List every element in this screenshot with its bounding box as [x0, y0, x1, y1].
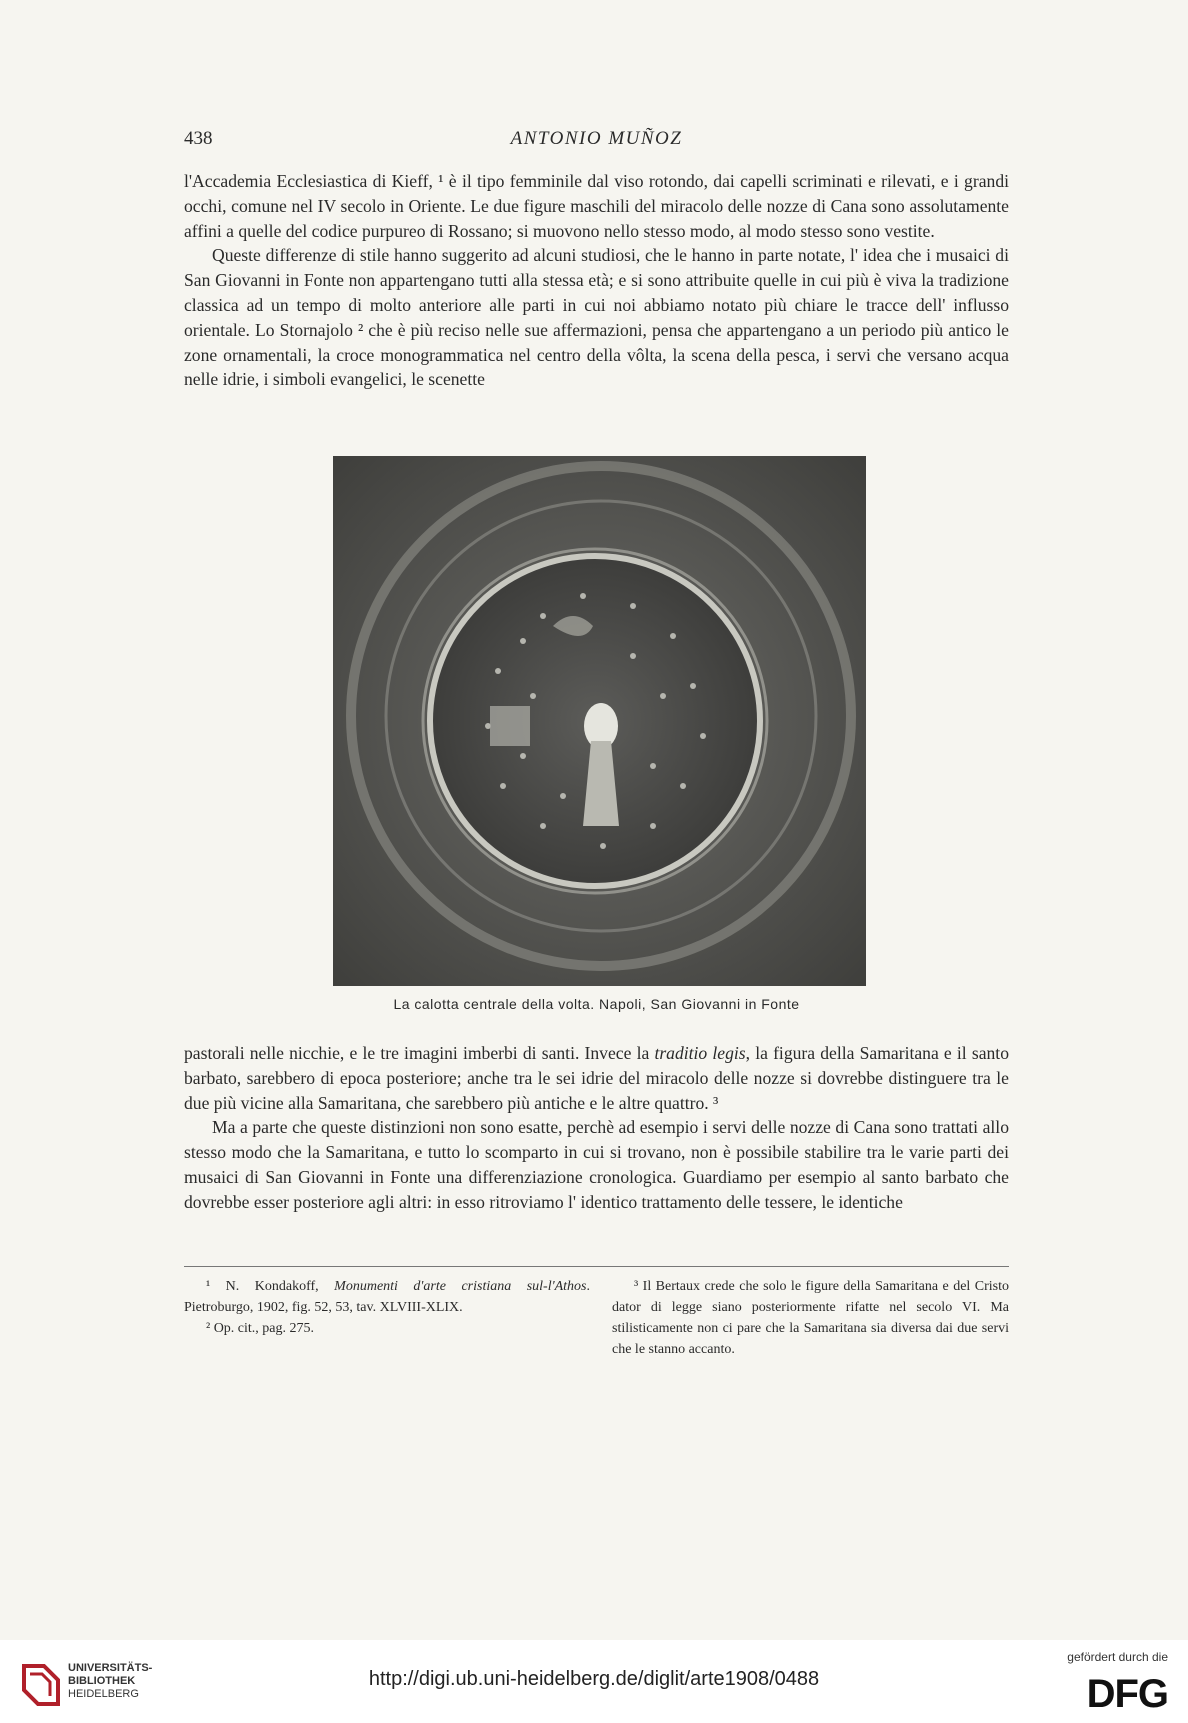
library-name-line: HEIDELBERG [68, 1688, 139, 1700]
footnote-1 [184, 1276, 590, 1318]
paragraph: Ma a parte che queste distinzioni non sono esatte, perchè ad esempio i servi delle nozze di Cana sono trattati allo stesso modo che la Samaritana, e tutto lo scomparto in cui si trovano, non è possibile stabilire tra le varie parti dei musaici di San Giovanni in Fonte una differenziazione cronologica. Guardiamo per esempio al santo barbato che dovrebbe esser posteriore agli altri: in esso ritroviamo l' identico trattamento delle tessere, le identiche [184, 1117, 1009, 1212]
paragraph: l'Accademia Ecclesiastica di Kieff, ¹ è il tipo femminile dal viso rotondo, dai capelli scriminati e rilevati, e i grandi occhi, comune nel IV secolo in Oriente. Le due figure maschili del miracolo delle nozze di Cana sono assolutamente affini a quelle del codice purpureo di Rossano; si muovono nello stesso modo, al modo stesso sono vestite. [184, 171, 1009, 241]
viewer-footer [0, 1640, 1188, 1723]
footnotes-left-column [184, 1276, 590, 1339]
figure-caption: La calotta centrale della volta. Napoli, San Giovanni in Fonte [393, 996, 800, 1012]
page-number: 438 [184, 128, 213, 149]
footnotes-right-column [612, 1276, 1009, 1360]
mosaic-dome-image [333, 456, 866, 986]
footnote-3: ³ Il Bertaux crede che solo le figure della Samaritana e del Cristo dator di legge siano posteriormente rifatte nel secolo VI. Ma stilisticamente non ci pare che la Samaritana sia diversa dai due servi che le stanno accanto. [612, 1279, 1009, 1357]
mosaic-photograph [333, 456, 866, 986]
running-title: ANTONIO MUÑOZ [510, 128, 683, 149]
body-text-bottom [184, 1041, 1009, 1215]
text-run: . Pietroburgo, 1902, fig. 52, 53, tav. XLVIII-XLIX. [184, 1279, 590, 1315]
footnote-2: ² Op. cit., pag. 275. [206, 1321, 315, 1336]
body-text-top [184, 169, 1009, 392]
dfg-logo[interactable]: DFG [1086, 1672, 1168, 1716]
footnote-divider [184, 1266, 1009, 1267]
text-run: , la figura della Samaritana e il santo barbato, sarebbero di epoca posteriore; anche tra le sei idrie del miracolo delle nozze si dovrebbe distinguere tra le due più vicine alla Samaritana, che sarebbero più antiche e le altre quattro. ³ [184, 1043, 1009, 1113]
paragraph: Queste differenze di stile hanno suggerito ad alcuni studiosi, che le hanno in parte notate, l' idea che i musaici di San Giovanni in Fonte non appartengano tutti alla stessa età; e si sono attribuite quelle in cui più è viva la tradizione classica ad un tempo di molto anteriore alle parti in cui noi abbiamo notato più chiare le tracce dell' influsso orientale. Lo Stornajolo ² che è più reciso nelle sue affermazioni, pensa che appartengano a un periodo più antico le zone ornamentali, la croce monogrammatica nel centro della vôlta, la scena della pesca, i servi che versano acqua nelle idrie, i simboli evangelici, le scenette [184, 245, 1009, 390]
italic-term: traditio legis [654, 1043, 746, 1063]
library-name-line: UNIVERSITÄTS- [68, 1662, 153, 1674]
permalink-url[interactable]: http://digi.ub.uni-heidelberg.de/diglit/arte1908/0488 [368, 1668, 820, 1690]
text-run: pastorali nelle nicchie, e le tre imagini imberbi di santi. Invece la [184, 1043, 655, 1063]
paragraph [184, 1041, 1009, 1115]
page-header [184, 128, 1009, 158]
text-run: ¹ N. Kondakoff, [206, 1279, 335, 1294]
italic-title: Monumenti d'arte cristiana sul-l'Athos [334, 1279, 587, 1294]
library-name-line: BIBLIOTHEK [68, 1675, 136, 1687]
funder-label: gefördert durch die [1067, 1650, 1168, 1664]
